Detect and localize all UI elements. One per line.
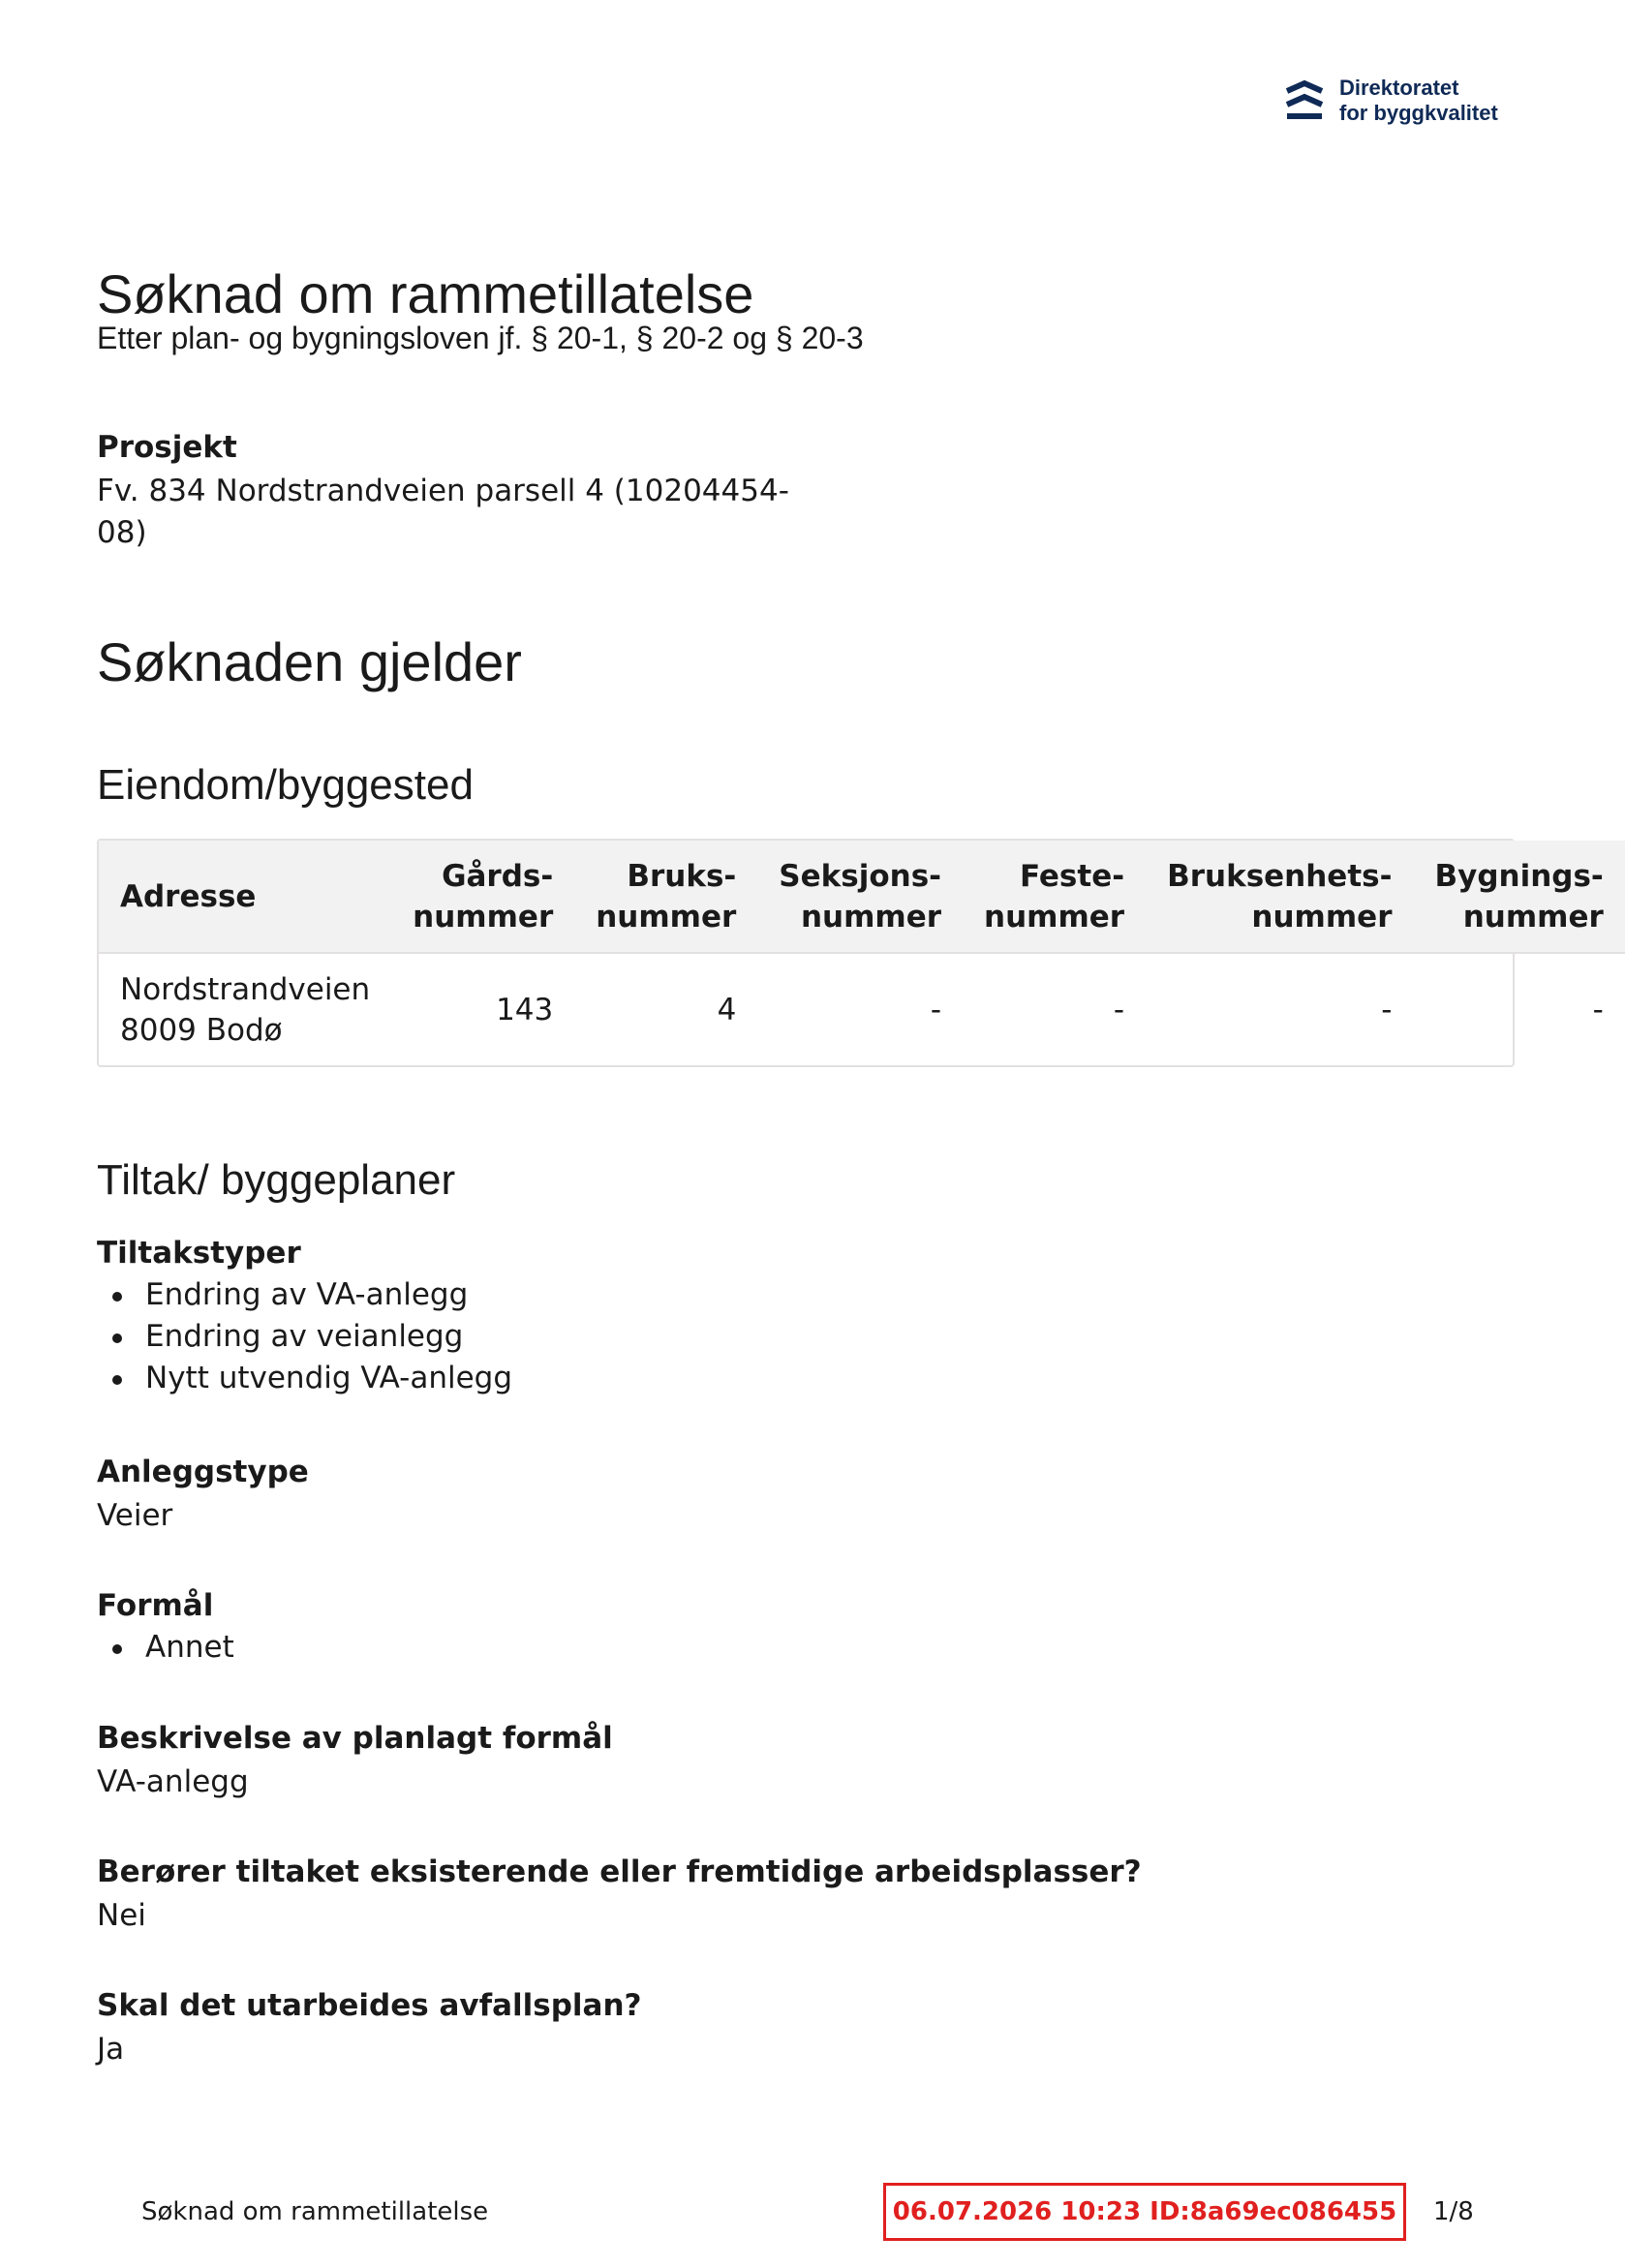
column-header-seksjonsnummer: Seksjons- nummer [779,858,942,935]
cell-bygningsnummer: - [1592,992,1604,1027]
column-header-bygningsnummer: Bygnings- nummer [1434,858,1604,935]
document-title: Søknad om rammetillatelse [97,263,754,324]
cell-festenummer: - [1113,992,1125,1027]
table-row [99,953,1625,1065]
project-value-line-1: Fv. 834 Nordstrandveien parsell 4 (10204454- [97,474,789,508]
list-item: Annet [97,1627,234,1669]
footer-document-title: Søknad om rammetillatelse [141,2197,489,2226]
logo [1285,76,1518,128]
waste-plan-label: Skal det utarbeides avfallsplan? [97,1988,642,2023]
column-header-festenummer: Feste- nummer [984,858,1125,935]
facility-type-label: Anleggstype [97,1455,309,1489]
timestamp-id-stamp: 06.07.2026 10:23 ID:8a69ec086455 [883,2183,1406,2241]
document-subtitle: Etter plan- og bygningsloven jf. § 20-1, § 20-2 og § 20-3 [97,321,864,355]
cell-bruksnummer: 4 [717,992,737,1027]
list-item: Endring av veianlegg [97,1316,512,1358]
list-item: Endring av VA-anlegg [97,1274,512,1316]
logo-line-2: for byggkvalitet [1339,101,1498,125]
measures-heading: Tiltak/ byggeplaner [97,1156,456,1204]
logo-line-1: Direktoratet [1339,76,1459,100]
logo-text [1339,76,1498,126]
measure-types-list [97,1274,512,1399]
purpose-list [97,1627,234,1669]
workplaces-label: Berører tiltaket eksisterende eller fremtidige arbeidsplasser? [97,1854,1142,1889]
cell-gardsnummer: 143 [496,992,554,1027]
project-label: Prosjekt [97,430,237,465]
description-label: Beskrivelse av planlagt formål [97,1721,613,1756]
column-header-address: Adresse [120,878,257,914]
property-table [97,839,1604,1067]
column-header-gardsnummer: Gårds- nummer [413,858,554,935]
column-header-bruksenhetsnummer: Bruksenhets- nummer [1167,858,1393,935]
cell-seksjonsnummer: - [930,992,942,1027]
description-value: VA-anlegg [97,1764,249,1799]
table-header-row [99,841,1625,953]
dibk-chevron-logo-icon [1285,79,1324,124]
cell-bruksenhetsnummer: - [1381,992,1393,1027]
workplaces-value: Nei [97,1898,146,1933]
column-header-bruksnummer: Bruks- nummer [596,858,737,935]
purpose-label: Formål [97,1588,214,1623]
measure-types-label: Tiltakstyper [97,1236,301,1271]
cell-address: Nordstrandveien 8009 Bodø [120,971,371,1048]
facility-type-value: Veier [97,1498,173,1533]
list-item: Nytt utvendig VA-anlegg [97,1358,512,1399]
project-value-line-2: 08) [97,515,147,550]
page-number: 1/8 [1433,2197,1474,2226]
waste-plan-value: Ja [97,2032,125,2067]
section-heading-applies: Søknaden gjelder [97,631,522,692]
property-heading: Eiendom/byggested [97,761,474,809]
